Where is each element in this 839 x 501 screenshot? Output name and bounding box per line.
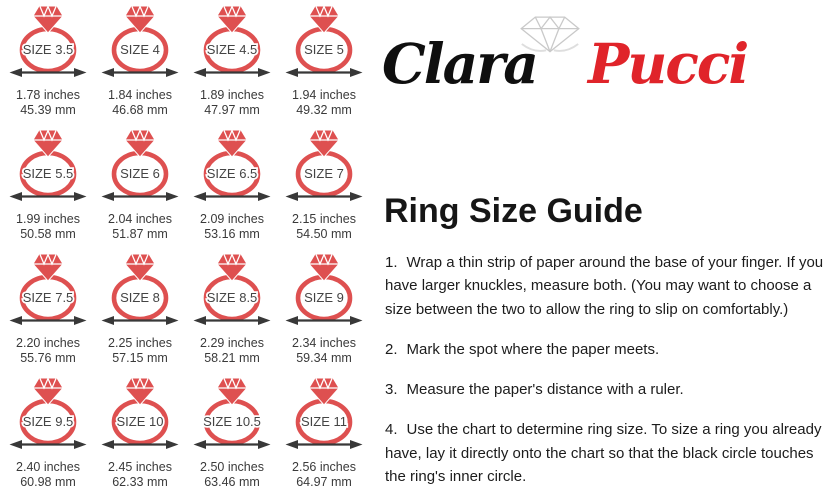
ring-shape — [206, 130, 258, 195]
instruction-step-3 — [385, 378, 837, 401]
inches-value: 2.09 inches — [200, 212, 264, 226]
ring-size-cell — [278, 127, 370, 251]
inches-value: 1.78 inches — [16, 88, 80, 102]
ring-size-label: SIZE 11 — [300, 414, 348, 429]
inches-value: 1.89 inches — [200, 88, 264, 102]
inches-value: 2.34 inches — [292, 336, 356, 350]
ring-icon — [2, 375, 94, 447]
ring-icon — [186, 375, 278, 447]
instruction-step-4 — [385, 418, 837, 488]
measurement-text — [292, 212, 356, 242]
ring-icon — [186, 251, 278, 323]
ring-size-cell — [94, 251, 186, 375]
ring-icon — [2, 251, 94, 323]
ring-icon — [2, 3, 94, 75]
inches-value: 2.25 inches — [108, 336, 172, 350]
ring-size-cell — [2, 3, 94, 127]
step-number: 2. — [385, 340, 398, 358]
ring-size-label: SIZE 3.5 — [22, 42, 74, 57]
inches-value: 1.99 inches — [16, 212, 80, 226]
mm-value: 51.87 mm — [112, 226, 168, 241]
ring-size-cell — [94, 127, 186, 251]
diameter-arrow-icon — [101, 66, 179, 79]
mm-value: 45.39 mm — [20, 102, 76, 117]
brand-name-second: Pucci — [588, 31, 748, 96]
ring-size-cell — [2, 127, 94, 251]
measurement-text — [16, 460, 80, 490]
measurement-text — [108, 88, 172, 118]
mm-value: 62.33 mm — [112, 474, 168, 489]
brand-name-first: Clara — [382, 31, 537, 96]
ring-shape — [114, 130, 166, 195]
mm-value: 59.34 mm — [296, 350, 352, 365]
ring-icon — [94, 375, 186, 447]
ring-shape — [298, 378, 350, 443]
diameter-arrow-icon — [9, 314, 87, 327]
step-number: 3. — [385, 381, 398, 398]
measurement-text — [292, 336, 356, 366]
ring-size-cell — [2, 251, 94, 375]
ring-size-cell — [278, 251, 370, 375]
ring-size-cell — [278, 375, 370, 499]
mm-value: 53.16 mm — [204, 226, 260, 241]
ring-shape — [206, 378, 258, 443]
inches-value: 1.84 inches — [108, 88, 172, 102]
measurement-text — [200, 460, 264, 490]
ring-size-cell — [186, 127, 278, 251]
page-title: Ring Size Guide — [384, 192, 643, 230]
ring-shape — [298, 130, 350, 195]
ring-icon — [278, 251, 370, 323]
ring-icon — [186, 3, 278, 75]
mm-value: 50.58 mm — [20, 226, 76, 241]
ring-icon — [278, 375, 370, 447]
ring-shape — [22, 378, 74, 443]
mm-value: 49.32 mm — [296, 102, 352, 117]
mm-value: 46.68 mm — [112, 102, 168, 117]
ring-size-cell — [278, 3, 370, 127]
diameter-arrow-icon — [9, 66, 87, 79]
ring-size-label: SIZE 5.5 — [22, 166, 74, 181]
ring-icon — [2, 127, 94, 199]
ring-size-label: SIZE 9 — [304, 290, 344, 305]
ring-shape — [22, 6, 74, 71]
measurement-text — [16, 336, 80, 366]
diameter-arrow-icon — [285, 314, 363, 327]
inches-value: 2.45 inches — [108, 460, 172, 474]
measurement-text — [292, 88, 356, 118]
ring-shape — [298, 254, 350, 319]
diameter-arrow-icon — [101, 190, 179, 203]
diameter-arrow-icon — [193, 190, 271, 203]
measurement-text — [108, 212, 172, 242]
inches-value: 2.40 inches — [16, 460, 80, 474]
measurement-text — [292, 460, 356, 490]
mm-value: 54.50 mm — [296, 226, 352, 241]
ring-size-label: SIZE 9.5 — [22, 414, 74, 429]
ring-size-cell — [186, 251, 278, 375]
step-number: 1. — [385, 254, 398, 271]
ring-shape — [114, 378, 166, 443]
ring-size-label: SIZE 10 — [116, 414, 164, 429]
diameter-arrow-icon — [285, 190, 363, 203]
ring-size-chart — [2, 3, 370, 499]
ring-size-label: SIZE 10.5 — [203, 414, 261, 429]
instructions — [385, 251, 837, 501]
ring-icon — [94, 251, 186, 323]
ring-size-cell — [94, 3, 186, 127]
ring-shape — [22, 254, 74, 319]
ring-icon — [94, 127, 186, 199]
step-text: Measure the paper's distance with a ruler. — [406, 381, 684, 398]
diameter-arrow-icon — [193, 314, 271, 327]
ring-shape — [114, 254, 166, 319]
ring-size-label: SIZE 4.5 — [206, 42, 258, 57]
diameter-arrow-icon — [193, 438, 271, 451]
ring-icon — [278, 3, 370, 75]
ring-size-cell — [2, 375, 94, 499]
ring-shape — [22, 130, 74, 195]
diameter-arrow-icon — [101, 438, 179, 451]
mm-value: 57.15 mm — [112, 350, 168, 365]
guide-panel — [378, 0, 836, 501]
diameter-arrow-icon — [193, 66, 271, 79]
diameter-arrow-icon — [285, 438, 363, 451]
mm-value: 47.97 mm — [204, 102, 260, 117]
inches-value: 2.20 inches — [16, 336, 80, 350]
mm-value: 55.76 mm — [20, 350, 76, 365]
diameter-arrow-icon — [9, 438, 87, 451]
inches-value: 1.94 inches — [292, 88, 356, 102]
ring-size-label: SIZE 8.5 — [206, 290, 258, 305]
mm-value: 58.21 mm — [204, 350, 260, 365]
ring-size-cell — [186, 375, 278, 499]
ring-size-label: SIZE 7 — [304, 166, 344, 181]
diameter-arrow-icon — [9, 190, 87, 203]
diameter-arrow-icon — [285, 66, 363, 79]
ring-shape — [206, 6, 258, 71]
ring-icon — [186, 127, 278, 199]
ring-size-label: SIZE 7.5 — [22, 290, 74, 305]
ring-icon — [94, 3, 186, 75]
inches-value: 2.56 inches — [292, 460, 356, 474]
inches-value: 2.50 inches — [200, 460, 264, 474]
ring-shape — [206, 254, 258, 319]
ring-size-cell — [186, 3, 278, 127]
measurement-text — [108, 460, 172, 490]
ring-size-label: SIZE 6 — [120, 166, 160, 181]
instruction-step-2 — [385, 338, 837, 361]
inches-value: 2.29 inches — [200, 336, 264, 350]
diameter-arrow-icon — [101, 314, 179, 327]
measurement-text — [108, 336, 172, 366]
ring-size-label: SIZE 5 — [304, 42, 344, 57]
ring-size-label: SIZE 4 — [120, 42, 160, 57]
measurement-text — [200, 212, 264, 242]
step-text: Wrap a thin strip of paper around the base of your finger. If you have larger knuckles, measure both. (You may want to choose a size between the two to allow the ring to slip on comfortably.) — [385, 254, 824, 318]
inches-value: 2.15 inches — [292, 212, 356, 226]
mm-value: 63.46 mm — [204, 474, 260, 489]
ring-shape — [114, 6, 166, 71]
ring-shape — [298, 6, 350, 71]
mm-value: 64.97 mm — [296, 474, 352, 489]
brand-logo — [382, 6, 774, 98]
ring-icon — [278, 127, 370, 199]
measurement-text — [16, 88, 80, 118]
ring-size-label: SIZE 8 — [120, 290, 160, 305]
mm-value: 60.98 mm — [20, 474, 76, 489]
measurement-text — [200, 336, 264, 366]
inches-value: 2.04 inches — [108, 212, 172, 226]
measurement-text — [200, 88, 264, 118]
step-number: 4. — [385, 421, 398, 439]
step-text: Use the chart to determine ring size. To size a ring you already have, lay it directly onto the chart so that the black circle touches the ring's inner circle. — [385, 421, 822, 485]
ring-size-label: SIZE 6.5 — [206, 166, 258, 181]
measurement-text — [16, 212, 80, 242]
step-text: Mark the spot where the paper meets. — [406, 340, 660, 358]
instruction-step-1 — [385, 251, 837, 321]
ring-size-cell — [94, 375, 186, 499]
